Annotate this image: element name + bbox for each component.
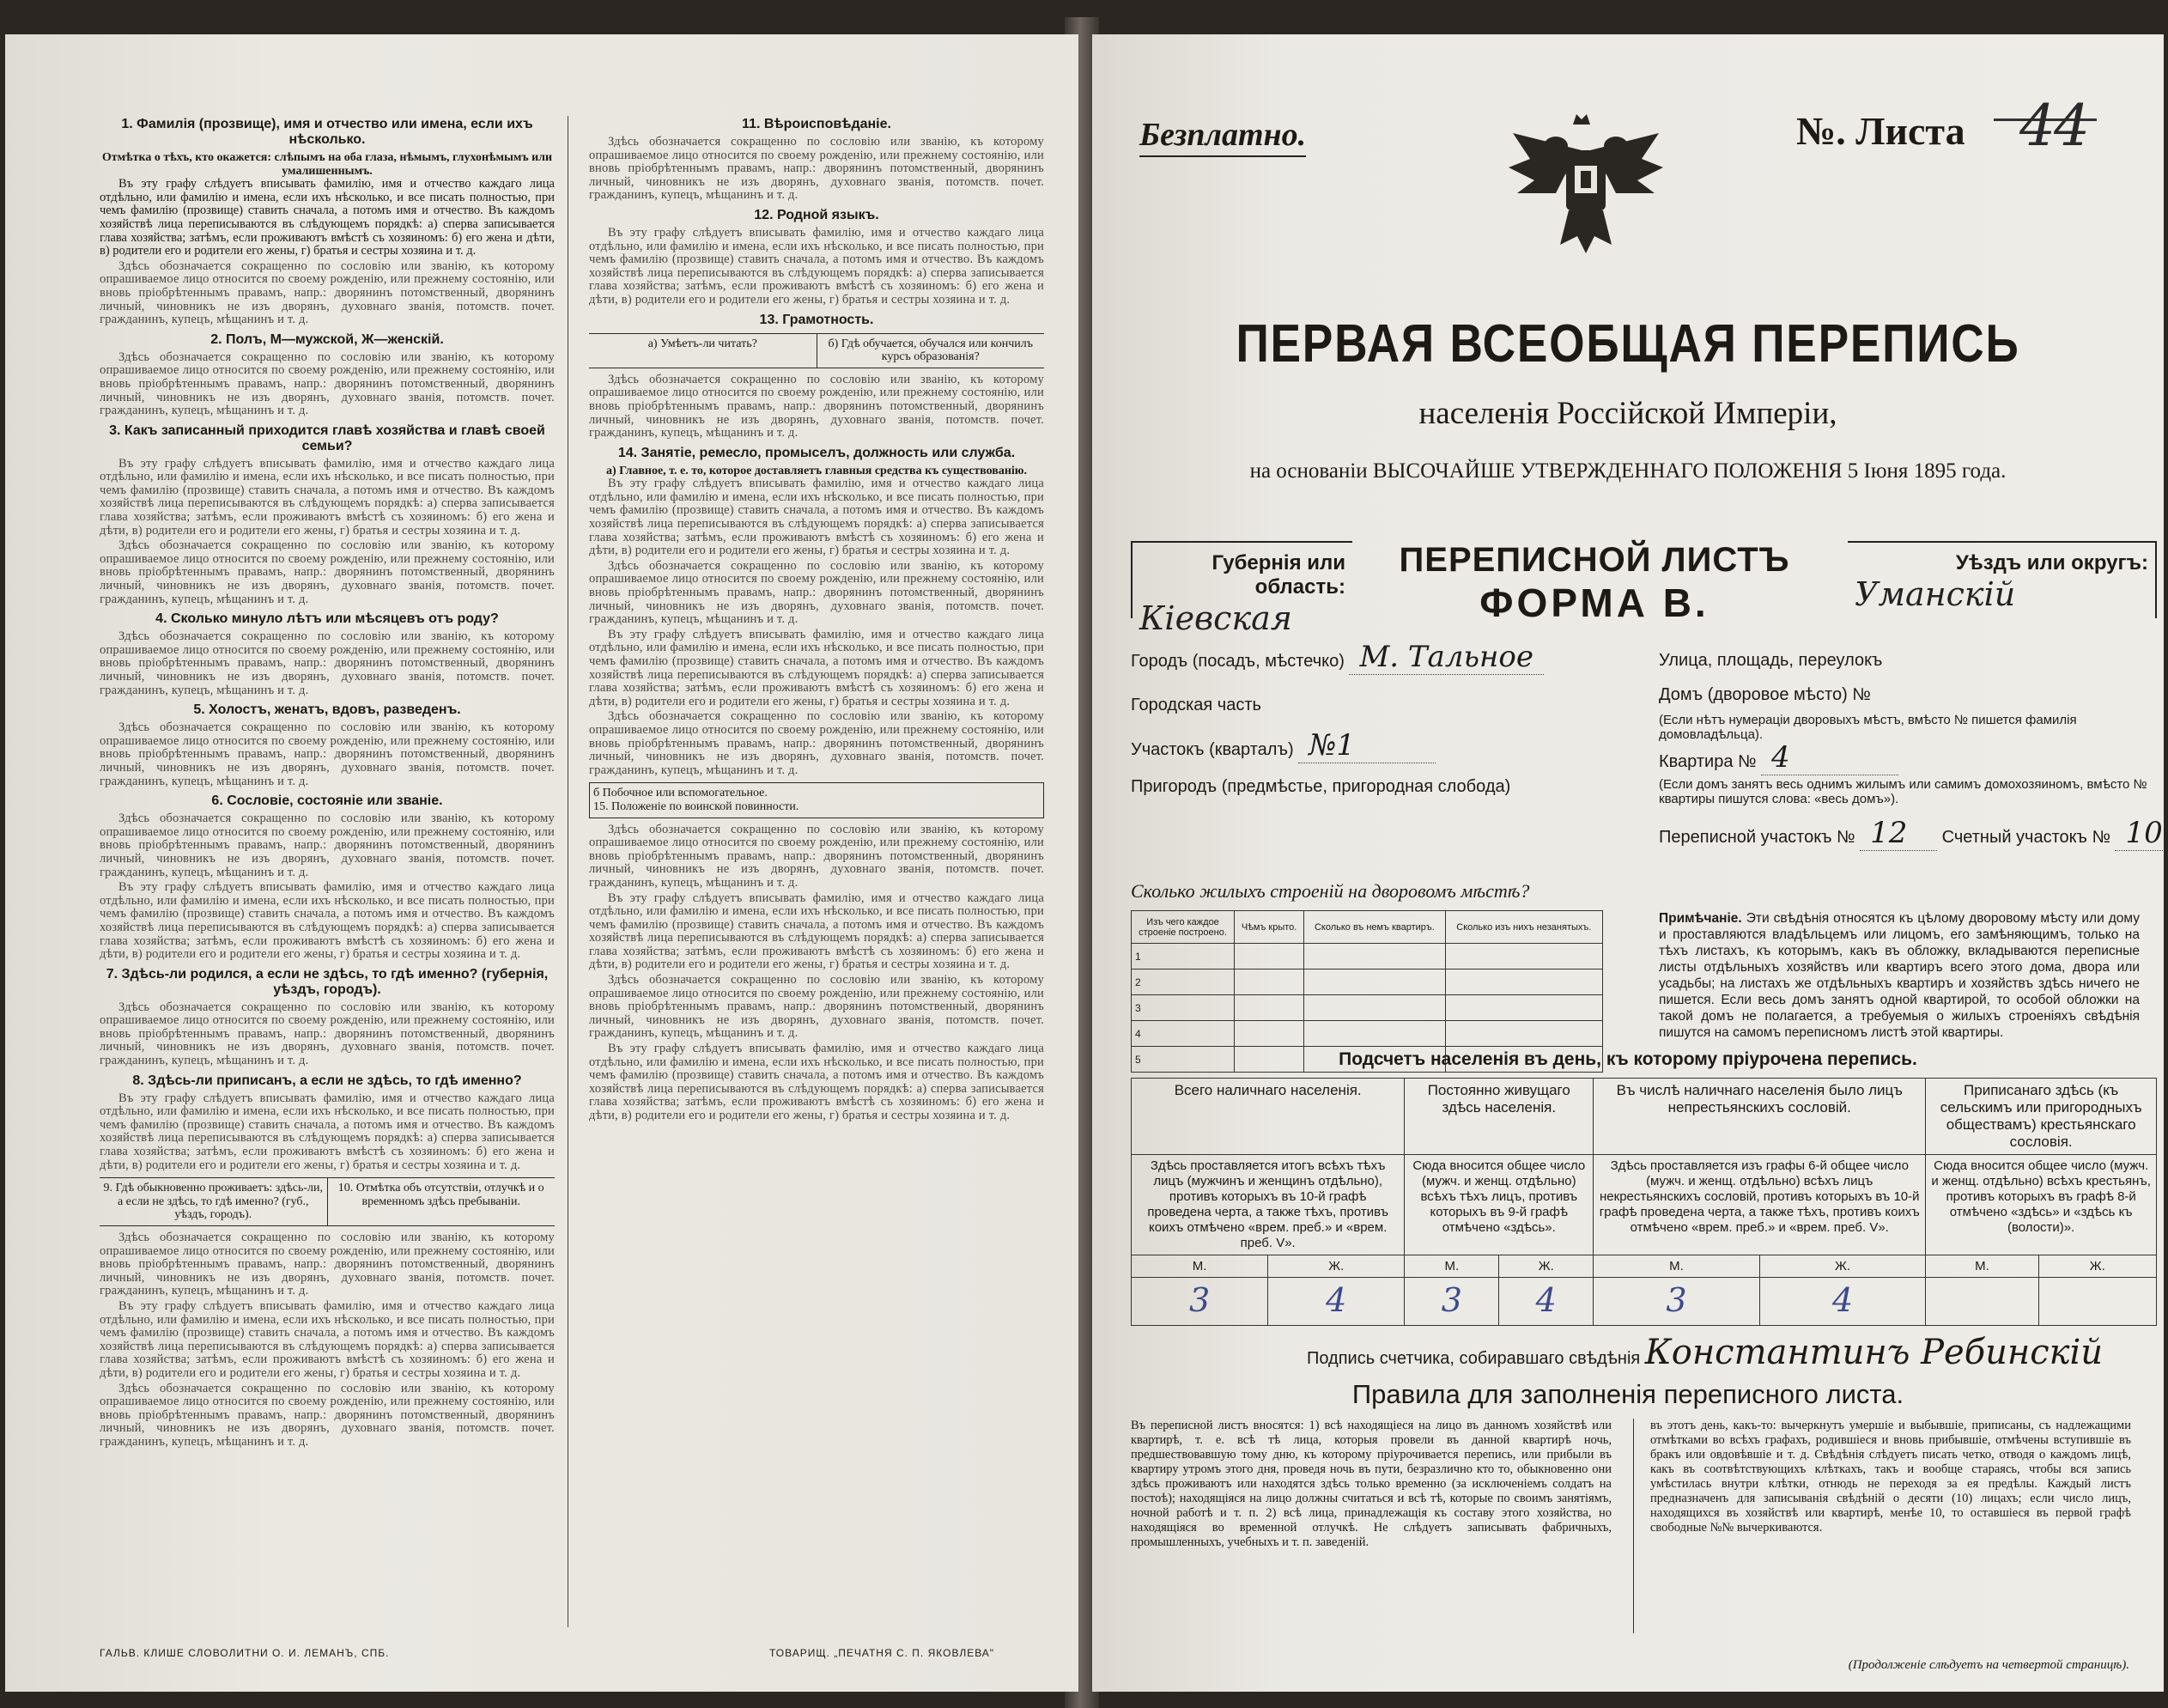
section-13-text: Здѣсь обозначается сокращенно по сословію или званію, къ которому опрашиваемое лицо относится по своему рожденію, или прежнему состоянію, или вновь пріобрѣтеннымъ правамъ, напр.: дворянинъ потомственный, дворянинъ личный, чиновникъ не изъ дворянъ, духовнаго званія, потомств. почет. гражданинъ, купецъ, мѣщанинъ и т. д. <box>589 372 1044 441</box>
city-label: Городъ (посадъ, мѣстечко) <box>1131 652 1345 671</box>
section-1-text: Въ эту графу слѣдуетъ вписывать фамилію, имя и отчество каждаго лица отдѣльно, или фамилію и имена, если ихъ нѣсколько, и все писать полностью, при чемъ фамилію (прозвище) ставить сначала, а потомъ имя и отчество. Въ каждомъ хозяйствѣ лица переписываются въ слѣдующемъ порядкѣ: а) сперва записывается глава хозяйства; затѣмъ, если проживаютъ вмѣстѣ съ хозяиномъ: б) его жена и дѣти, в) родители его и родители его жены, г) братья и сестры хозяина и т. д. <box>100 177 555 258</box>
rules-column-right: въ этотъ день, какъ-то: вычеркнутъ умершіе и выбывшіе, приписаны, съ надлежащими отмѣтками во всѣхъ графахъ, родившіеся и вновь прибывшіе, отмѣчены вступившіе въ бракъ или овдовѣвшіе и т. д. Свѣдѣнія слѣдуетъ писать четко, отводя о каждомъ лицѣ, какъ въ соотвѣтствующихъ клѣткахъ, такъ и вообще стараясь, чтобы вся запись умѣстилась внутри клѣтки, отнюдь не переходя за ея предѣлы. Каждый листъ предназначенъ для записыванія свѣдѣній о десяти (10) лицахъ; если число лицъ, находящихся въ хозяйствѣ или квартирѣ, менѣе 10, то оставшіеся въ первой графѣ свободные №№ вычеркиваются. <box>1650 1419 2131 1535</box>
cell <box>1235 969 1304 995</box>
section-14-text-cont: Здѣсь обозначается сокращенно по сословію или званію, къ которому опрашиваемое лицо относится по своему рожденію, или прежнему состоянію, или вновь пріобрѣтеннымъ правамъ, напр.: дворянинъ потомственный, дворянинъ личный, чиновникъ не изъ дворянъ, духовнаго званія, потомств. почет. гражданинъ, купецъ, мѣщанинъ и т. д. <box>589 558 1044 627</box>
section-10-title: 10. Отмѣтка объ отсутствіи, отлучкѣ и о временномъ здѣсь пребываніи. <box>327 1178 556 1225</box>
buildings-header-vacant: Сколько изъ нихъ незанятыхъ. <box>1445 911 1602 944</box>
instructions-column-right <box>589 112 1044 1632</box>
section-8-title: 8. Здѣсь-ли приписанъ, а если не здѣсь, то гдѣ именно? <box>132 1073 522 1088</box>
street-label: Улица, площадь, переулокъ <box>1659 651 1883 670</box>
section-13-header <box>589 333 1044 368</box>
section-12-text: Въ эту графу слѣдуетъ вписывать фамилію, имя и отчество каждаго лица отдѣльно, или фамилію и имена, если ихъ нѣсколько, и все писать полностью, при чемъ фамилію (прозвище) ставить сначала, а потомъ имя и отчество. Въ каждомъ хозяйствѣ лица переписываются въ слѣдующемъ порядкѣ: а) сперва записывается глава хозяйства; затѣмъ, если проживаютъ вмѣстѣ съ хозяиномъ: б) его жена и дѣти, в) родители его и родители его жены, г) братья и сестры хозяина и т. д. <box>589 225 1044 307</box>
section-14a-title: а) Главное, т. е. то, которое доставляетъ главныя средства къ существованію. <box>606 464 1027 477</box>
district-value: №1 <box>1298 728 1436 763</box>
section-6-title: 6. Сословіе, состояніе или званіе. <box>211 793 443 809</box>
section-13a-title: а) Умѣетъ-ли читать? <box>647 337 757 350</box>
section-15-text-cont: Въ эту графу слѣдуетъ вписывать фамилію, имя и отчество каждаго лица отдѣльно, или фамилію и имена, если ихъ нѣсколько, и все писать полностью, при чемъ фамилію (прозвище) ставить сначала, а потомъ имя и отчество. Въ каждомъ хозяйствѣ лица переписываются въ слѣдующемъ порядкѣ: а) сперва записывается глава хозяйства; затѣмъ, если проживаютъ вмѣстѣ съ хозяиномъ: б) его жена и дѣти, в) родители его и родители его жены, г) братья и сестры хозяина и т. д. <box>589 890 1044 972</box>
table-row <box>1132 969 1603 995</box>
suburb-field <box>1131 777 1510 797</box>
note-text: Эти свѣдѣнія относятся къ цѣлому дворовому мѣсту или дому и проставляются владѣльцемъ или лицомъ, его замѣняющимъ, только на тѣхъ листахъ, къ которымъ, какъ въ обложку, вкладываются переписные листы отдѣльныхъ хозяйствъ или квартиръ всего этого дома, двора или усадьбы; на листахъ же отдѣльныхъ квартиръ и хозяйствъ здѣсь ничего не пишется. Если весь домъ занятъ одной квартирой, то особой обложки на такой домъ не полагается, а требуемыя о жилыхъ строеніяхъ свѣдѣнія пишутся на самомъ переписномъ листѣ этой квартиры. <box>1659 911 2140 1040</box>
row-number: 2 <box>1132 969 1235 995</box>
row-number: 3 <box>1132 995 1235 1021</box>
instructions-column-left <box>100 112 555 1632</box>
apartment-value: 4 <box>1761 740 1898 775</box>
pop-desc-permanent: Сюда вносится общее число (мужч. и женщ. отдѣльно) всѣхъ тѣхъ лицъ, противъ которыхъ въ 9-й графѣ отмѣчено «здѣсь». <box>1405 1155 1594 1255</box>
section-4-text: Здѣсь обозначается сокращенно по сословію или званію, къ которому опрашиваемое лицо относится по своему рожденію, или прежнему состоянію, или вновь пріобрѣтеннымъ правамъ, напр.: дворянинъ потомственный, дворянинъ личный, чиновникъ не изъ дворянъ, духовнаго званія, потомств. почет. гражданинъ, купецъ, мѣщанинъ и т. д. <box>100 629 555 697</box>
cell <box>1304 995 1445 1021</box>
non-peasant-female-count: 4 <box>1759 1278 1926 1326</box>
signature-value: Константинъ Ребинскій <box>1644 1333 2104 1372</box>
cell <box>1235 1021 1304 1047</box>
form-title-type: ФОРМА В. <box>1479 580 1710 625</box>
pop-header-row <box>1132 1079 2157 1155</box>
row-number: 5 <box>1132 1047 1235 1073</box>
buildings-header-apartments: Сколько въ немъ квартиръ. <box>1304 911 1445 944</box>
house-note: (Если нѣтъ нумераціи дворовыхъ мѣстъ, вмѣсто № пишется фамилія домовладѣльца). <box>1659 713 2077 742</box>
pop-header-registered-peasant: Приписанаго здѣсь (къ сельскимъ или пригородныхъ обществамъ) крестьянскаго сословія. <box>1926 1079 2157 1155</box>
house-label: Домъ (дворовое мѣсто) № <box>1659 685 1871 704</box>
section-13-title: 13. Грамотность. <box>759 312 874 327</box>
rules-column-left: Въ переписной листъ вносятся: 1) всѣ находящіеся на лицо въ данномъ хозяйствѣ или квартирѣ, т. е. всѣ тѣ лица, которыя провели въ данной квартирѣ ночь, предшествовавшую тому дню, къ которому пріурочивается перепись, или прибыли въ квартиру утромъ этого дня, проведя ночь въ пути, безразлично кто то, обыкновенно они здѣсь проживаютъ или находятся здѣсь только временно (за исключеніемъ солдатъ на постоѣ); находящіяся на лицо должны считаться и всѣ тѣ, которые по своимъ занятіямъ, ночной работѣ и т. п. 2) всѣ лица, принадлежащія къ составу этого хозяйства, но находящіяся во временной отлучкѣ. Не слѣдуетъ записывать фабричныхъ, промышленныхъ, учебныхъ и т. п. заведеній. <box>1131 1419 1612 1549</box>
buildings-header-material: Изъ чего каждое строеніе построено. <box>1132 911 1235 944</box>
section-6-text-cont: Въ эту графу слѣдуетъ вписывать фамилію, имя и отчество каждаго лица отдѣльно, или фамилію и имена, если ихъ нѣсколько, и все писать полностью, при чемъ фамилію (прозвище) ставить сначала, а потомъ имя и отчество. Въ каждомъ хозяйствѣ лица переписываются въ слѣдующемъ порядкѣ: а) сперва записывается глава хозяйства; затѣмъ, если проживаютъ вмѣстѣ съ хозяиномъ: б) его жена и дѣти, в) родители его и родители его жены, г) братья и сестры хозяина и т. д. <box>100 880 555 962</box>
buildings-header-row <box>1132 911 1603 944</box>
pop-desc-non-peasant: Здѣсь проставляется изъ графы 6-й общее число (мужч. и женщ. отдѣльно) всѣхъ лицъ некрестьянскихъ сословій, противъ которыхъ въ 10-й графѣ проведена черта, а также тѣхъ, противъ коихъ отмѣчено «врем. преб.» и «врем. преб. V». <box>1594 1155 1926 1255</box>
sheet-number-value: 44 <box>2019 93 2088 159</box>
province-label: Губернія или область: <box>1212 551 1345 599</box>
count-area-label: Счетный участокъ № <box>1941 828 2110 847</box>
section-13b-title: б) Гдѣ обучается, обучался или кончилъ курсъ образованія? <box>817 334 1045 368</box>
buildings-note <box>1659 910 2140 1041</box>
cell <box>1304 1021 1445 1047</box>
peasant-female-count <box>2038 1278 2156 1326</box>
section-11-title: 11. Вѣроисповѣданіе. <box>742 117 891 131</box>
census-legal-basis: на основаніи ВЫСОЧАЙШЕ УТВЕРЖДЕННАГО ПОЛОЖЕНІЯ 5 Іюня 1895 года. <box>1249 459 2007 483</box>
apartment-note: (Если домъ занятъ весь однимъ жилымъ или самимъ домохозяиномъ, вмѣсто № квартиры пишутся слова: «весь домъ»). <box>1659 777 2147 806</box>
city-part-field <box>1131 696 1261 715</box>
district-field <box>1131 728 1436 763</box>
sheet-number-label: №. Листа <box>1796 109 1965 153</box>
continued-note: (Продолженіе слѣдуетъ на четвертой страницѣ). <box>1848 1658 2129 1672</box>
section-1-text-cont: Здѣсь обозначается сокращенно по сословію или званію, къ которому опрашиваемое лицо относится по своему рожденію, или прежнему состоянію, или вновь пріобрѣтеннымъ правамъ, напр.: дворянинъ потомственный, дворянинъ личный, чиновникъ не изъ дворянъ, духовнаго званія, потомств. почет. гражданинъ, купецъ, мѣщанинъ и т. д. <box>100 258 555 327</box>
pop-header-non-peasant: Въ числѣ наличнаго населенія было лицъ непрестьянскихъ сословій. <box>1594 1079 1926 1155</box>
section-15-text-more: Здѣсь обозначается сокращенно по сословію или званію, къ которому опрашиваемое лицо относится по своему рожденію, или прежнему состоянію, или вновь пріобрѣтеннымъ правамъ, напр.: дворянинъ потомственный, дворянинъ личный, чиновникъ не изъ дворянъ, духовнаго званія, потомств. почет. гражданинъ, купецъ, мѣщанинъ и т. д. <box>589 973 1044 1041</box>
suburb-label: Пригородъ (предмѣстье, пригородная слобода) <box>1131 777 1511 796</box>
cell <box>1445 1021 1602 1047</box>
section-9-text-more: Здѣсь обозначается сокращенно по сословію или званію, къ которому опрашиваемое лицо относится по своему рожденію, или прежнему состоянію, или вновь пріобрѣтеннымъ правамъ, напр.: дворянинъ потомственный, дворянинъ личный, чиновникъ не изъ дворянъ, духовнаго званія, потомств. почет. гражданинъ, купецъ, мѣщанинъ и т. д. <box>100 1381 555 1449</box>
apartment-label: Квартира № <box>1659 752 1757 771</box>
census-area-field <box>1659 816 2164 851</box>
section-14-text-more: Въ эту графу слѣдуетъ вписывать фамилію, имя и отчество каждаго лица отдѣльно, или фамилію и имена, если ихъ нѣсколько, и все писать полностью, при чемъ фамилію (прозвище) ставить сначала, а потомъ имя и отчество. Въ каждомъ хозяйствѣ лица переписываются въ слѣдующемъ порядкѣ: а) сперва записывается глава хозяйства; затѣмъ, если проживаютъ вмѣстѣ съ хозяиномъ: б) его жена и дѣти, в) родители его и родители его жены, г) братья и сестры хозяина и т. д. <box>589 627 1044 708</box>
section-9-text: Здѣсь обозначается сокращенно по сословію или званію, къ которому опрашиваемое лицо относится по своему рожденію, или прежнему состоянію, или вновь пріобрѣтеннымъ правамъ, напр.: дворянинъ потомственный, дворянинъ личный, чиновникъ не изъ дворянъ, духовнаго званія, потомств. почет. гражданинъ, купецъ, мѣщанинъ и т. д. <box>100 1231 555 1298</box>
section-14-text: Въ эту графу слѣдуетъ вписывать фамилію, имя и отчество каждаго лица отдѣльно, или фамилію и имена, если ихъ нѣсколько, и все писать полностью, при чемъ фамилію (прозвище) ставить сначала, а потомъ имя и отчество. Въ каждомъ хозяйствѣ лица переписываются въ слѣдующемъ порядкѣ: а) сперва записывается глава хозяйства; затѣмъ, если проживаютъ вмѣстѣ съ хозяиномъ: б) его жена и дѣти, в) родители его и родители его жены, г) братья и сестры хозяина и т. д. <box>589 477 1044 558</box>
province-value: Кіевская <box>1139 599 1292 637</box>
table-row <box>1132 944 1603 969</box>
permanent-male-count: 3 <box>1405 1278 1499 1326</box>
population-count-heading: Подсчетъ населенія въ день, къ которому пріурочена перепись. <box>1339 1049 1917 1069</box>
city-part-label: Городская часть <box>1131 696 1261 714</box>
census-area-label: Переписной участокъ № <box>1659 828 1855 847</box>
pop-header-permanent: Постоянно живущаго здѣсь населенія. <box>1405 1079 1594 1155</box>
apartment-field <box>1659 740 1898 775</box>
section-8-text: Въ эту графу слѣдуетъ вписывать фамилію, имя и отчество каждаго лица отдѣльно, или фамилію и имена, если ихъ нѣсколько, и все писать полностью, при чемъ фамилію (прозвище) ставить сначала, а потомъ имя и отчество. Въ каждомъ хозяйствѣ лица переписываются въ слѣдующемъ порядкѣ: а) сперва записывается глава хозяйства; затѣмъ, если проживаютъ вмѣстѣ съ хозяиномъ: б) его жена и дѣти, в) родители его и родители его жены, г) братья и сестры хозяина и т. д. <box>100 1091 555 1172</box>
pop-desc-present: Здѣсь проставляется итогъ всѣхъ тѣхъ лицъ (мужчинъ и женщинъ отдѣльно), противъ которыхъ въ 10-й графѣ проведена черта, а также тѣхъ, противъ коихъ отмѣчено «врем. преб.» и «врем. преб. V». <box>1132 1155 1405 1255</box>
cell <box>1445 995 1602 1021</box>
province-box <box>1131 541 1352 637</box>
section-2-title: 2. Полъ, М—мужской, Ж—женскій. <box>210 331 444 347</box>
count-area-value: 10 <box>2115 816 2164 851</box>
cell <box>1235 995 1304 1021</box>
section-5-title: 5. Холостъ, женатъ, вдовъ, разведенъ. <box>193 702 461 718</box>
population-count-table <box>1131 1078 2157 1326</box>
section-9-text-cont: Въ эту графу слѣдуетъ вписывать фамилію, имя и отчество каждаго лица отдѣльно, или фамилію и имена, если ихъ нѣсколько, и все писать полностью, при чемъ фамилію (прозвище) ставить сначала, а потомъ имя и отчество. Въ каждомъ хозяйствѣ лица переписываются въ слѣдующемъ порядкѣ: а) сперва записывается глава хозяйства; затѣмъ, если проживаютъ вмѣстѣ съ хозяиномъ: б) его жена и дѣти, в) родители его и родители его жены, г) братья и сестры хозяина и т. д. <box>100 1298 555 1380</box>
buildings-header-roof: Чѣмъ крыто. <box>1235 911 1304 944</box>
section-14b-box <box>589 782 1044 818</box>
section-6-text: Здѣсь обозначается сокращенно по сословію или званію, къ которому опрашиваемое лицо относится по своему рожденію, или прежнему состоянію, или вновь пріобрѣтеннымъ правамъ, напр.: дворянинъ потомственный, дворянинъ личный, чиновникъ не изъ дворянъ, духовнаго званія, потомств. почет. гражданинъ, купецъ, мѣщанинъ и т. д. <box>100 811 555 879</box>
pop-desc-row <box>1132 1155 2157 1255</box>
section-15-text-extra: Въ эту графу слѣдуетъ вписывать фамилію, имя и отчество каждаго лица отдѣльно, или фамилію и имена, если ихъ нѣсколько, и все писать полностью, при чемъ фамилію (прозвище) ставить сначала, а потомъ имя и отчество. Въ каждомъ хозяйствѣ лица переписываются въ слѣдующемъ порядкѣ: а) сперва записывается глава хозяйства; затѣмъ, если проживаютъ вмѣстѣ съ хозяиномъ: б) его жена и дѣти, в) родители его и родители его жены, г) братья и сестры хозяина и т. д. <box>589 1042 1044 1122</box>
male-label: М. <box>1132 1255 1268 1278</box>
present-female-count: 4 <box>1268 1278 1405 1326</box>
left-page <box>5 34 1078 1692</box>
census-title: ПЕРВАЯ ВСЕОБЩАЯ ПЕРЕПИСЬ <box>1236 314 2020 374</box>
female-label: Ж. <box>1268 1255 1405 1278</box>
peasant-male-count <box>1926 1278 2038 1326</box>
present-male-count: 3 <box>1132 1278 1268 1326</box>
section-1-title: 1. Фамилія (прозвище), имя и отчество или имена, если ихъ нѣсколько. <box>121 117 533 147</box>
row-number: 4 <box>1132 1021 1235 1047</box>
male-label: М. <box>1594 1255 1760 1278</box>
county-box <box>1848 541 2157 618</box>
buildings-table <box>1131 910 1603 1073</box>
census-subtitle: населенія Россійской Имперіи, <box>1418 396 1837 431</box>
non-peasant-male-count: 3 <box>1594 1278 1760 1326</box>
printer-footer-left: ГАЛЬВ. КЛИШЕ СЛОВОЛИТНИ О. И. ЛЕМАНЪ, СПБ. <box>100 1647 390 1659</box>
right-page <box>1092 34 2164 1692</box>
table-row <box>1132 995 1603 1021</box>
female-label: Ж. <box>1499 1255 1594 1278</box>
street-field <box>1659 651 1882 671</box>
section-9-title: 9. Гдѣ обыкновенно проживаетъ: здѣсь-ли, а если не здѣсь, то гдѣ именно? (губ., уѣздъ, городъ). <box>103 1182 323 1222</box>
section-7-title: 7. Здѣсь-ли родился, а если не здѣсь, то гдѣ именно? (губернія, уѣздъ, городъ). <box>106 966 549 997</box>
section-15-title: 15. Положеніе по воинской повинности. <box>593 799 799 813</box>
section-4-title: 4. Сколько минуло лѣтъ или мѣсяцевъ отъ роду? <box>155 611 499 627</box>
cell <box>1445 944 1602 969</box>
permanent-female-count: 4 <box>1499 1278 1594 1326</box>
cell <box>1235 944 1304 969</box>
section-14b-title: б Побочное или вспомогательное. <box>593 787 768 800</box>
pop-header-present: Всего наличнаго населенія. <box>1132 1079 1405 1155</box>
section-2-text: Здѣсь обозначается сокращенно по сословію или званію, къ которому опрашиваемое лицо относится по своему рожденію, или прежнему состоянію, или вновь пріобрѣтеннымъ правамъ, напр.: дворянинъ потомственный, дворянинъ личный, чиновникъ не изъ дворянъ, духовнаго званія, потомств. почет. гражданинъ, купецъ, мѣщанинъ и т. д. <box>100 350 555 418</box>
section-3-text: Въ эту графу слѣдуетъ вписывать фамилію, имя и отчество каждаго лица отдѣльно, или фамилію и имена, если ихъ нѣсколько, и все писать полностью, при чемъ фамилію (прозвище) ставить сначала, а потомъ имя и отчество. Въ каждомъ хозяйствѣ лица переписываются въ слѣдующемъ порядкѣ: а) сперва записывается глава хозяйства; затѣмъ, если проживаютъ вмѣстѣ съ хозяиномъ: б) его жена и дѣти, в) родители его и родители его жены, г) братья и сестры хозяина и т. д. <box>100 456 555 538</box>
section-14-title: 14. Занятіе, ремесло, промыселъ, должность или служба. <box>617 445 1016 460</box>
male-label: М. <box>1926 1255 2038 1278</box>
pop-sex-row <box>1132 1255 2157 1278</box>
district-label: Участокъ (кварталъ) <box>1131 740 1294 759</box>
section-11-text: Здѣсь обозначается сокращенно по сословію или званію, къ которому опрашиваемое лицо относится по своему рожденію, или прежнему состоянію, или вновь пріобрѣтеннымъ правамъ, напр.: дворянинъ потомственный, дворянинъ личный, чиновникъ не изъ дворянъ, духовнаго званія, потомств. почет. гражданинъ, купецъ, мѣщанинъ и т. д. <box>589 135 1044 203</box>
county-value: Уманскій <box>1855 575 2016 613</box>
form-title-box <box>1367 541 1822 627</box>
free-label: Безплатно. <box>1139 116 1306 157</box>
female-label: Ж. <box>1759 1255 1926 1278</box>
signature-label: Подпись счетчика, собиравшаго свѣдѣнія <box>1307 1349 1641 1368</box>
section-3-text-cont: Здѣсь обозначается сокращенно по сословію или званію, къ которому опрашиваемое лицо относится по своему рожденію, или прежнему состоянію, или вновь пріобрѣтеннымъ правамъ, напр.: дворянинъ потомственный, дворянинъ личный, чиновникъ не изъ дворянъ, духовнаго званія, потомств. почет. гражданинъ, купецъ, мѣщанинъ и т. д. <box>100 538 555 606</box>
enumerator-signature <box>1307 1333 2103 1372</box>
buildings-question: Сколько жилыхъ строеній на дворовомъ мѣстѣ? <box>1131 880 1530 902</box>
section-7-text: Здѣсь обозначается сокращенно по сословію или званію, къ которому опрашиваемое лицо относится по своему рожденію, или прежнему состоянію, или вновь пріобрѣтеннымъ правамъ, напр.: дворянинъ потомственный, дворянинъ личный, чиновникъ не изъ дворянъ, духовнаго званія, потомств. почет. гражданинъ, купецъ, мѣщанинъ и т. д. <box>100 1000 555 1068</box>
section-1-note: Отмѣтка о тѣхъ, кто окажется: слѣпымъ на оба глаза, нѣмымъ, глухонѣмымъ или умалишеннымъ. <box>101 151 553 178</box>
county-label: Уѣздъ или округъ: <box>1955 551 2148 574</box>
form-title-sheet: ПЕРЕПИСНОЙ ЛИСТЪ <box>1399 541 1790 579</box>
city-field <box>1131 640 1544 675</box>
cell <box>1304 944 1445 969</box>
double-headed-eagle-emblem <box>1496 99 1676 262</box>
section-14-text-extra: Здѣсь обозначается сокращенно по сословію или званію, къ которому опрашиваемое лицо относится по своему рожденію, или прежнему состоянію, или вновь пріобрѣтеннымъ правамъ, напр.: дворянинъ потомственный, дворянинъ личный, чиновникъ не изъ дворянъ, духовнаго званія, потомств. почет. гражданинъ, купецъ, мѣщанинъ и т. д. <box>589 709 1044 777</box>
pop-desc-registered-peasant: Сюда вносится общее число (мужч. и женщ. отдѣльно) всѣхъ крестьянъ, противъ которыхъ въ графѣ 8-й отмѣчено «здѣсь» и «здѣсь къ (волости)». <box>1926 1155 2157 1255</box>
rules-title: Правила для заполненія переписного листа. <box>1351 1379 1904 1409</box>
section-12-title: 12. Родной языкъ. <box>754 207 879 222</box>
row-number: 1 <box>1132 944 1235 969</box>
printer-footer-right: ТОВАРИЩ. „ПЕЧАТНЯ С. П. ЯКОВЛЕВА" <box>769 1647 995 1659</box>
table-row <box>1132 1021 1603 1047</box>
section-3-title: 3. Какъ записанный приходится главѣ хозяйства и главѣ своей семьи? <box>109 422 545 453</box>
section-5-text: Здѣсь обозначается сокращенно по сословію или званію, къ которому опрашиваемое лицо относится по своему рожденію, или прежнему состоянію, или вновь пріобрѣтеннымъ правамъ, напр.: дворянинъ потомственный, дворянинъ личный, чиновникъ не изъ дворянъ, духовнаго званія, потомств. почет. гражданинъ, купецъ, мѣщанинъ и т. д. <box>100 720 555 788</box>
section-9-10-header <box>100 1177 555 1226</box>
census-area-value: 12 <box>1860 816 1937 851</box>
cell <box>1445 969 1602 995</box>
house-field <box>1659 685 1871 705</box>
pop-value-row <box>1132 1278 2157 1326</box>
note-title: Примѣчаніе. <box>1659 911 1742 926</box>
male-label: М. <box>1405 1255 1499 1278</box>
cell <box>1304 969 1445 995</box>
rules-column-divider <box>1633 1419 1634 1633</box>
section-15-text: Здѣсь обозначается сокращенно по сословію или званію, къ которому опрашиваемое лицо относится по своему рожденію, или прежнему состоянію, или вновь пріобрѣтеннымъ правамъ, напр.: дворянинъ потомственный, дворянинъ личный, чиновникъ не изъ дворянъ, духовнаго званія, потомств. почет. гражданинъ, купецъ, мѣщанинъ и т. д. <box>589 822 1044 890</box>
female-label: Ж. <box>2038 1255 2156 1278</box>
city-value: М. Тальное <box>1349 640 1544 675</box>
